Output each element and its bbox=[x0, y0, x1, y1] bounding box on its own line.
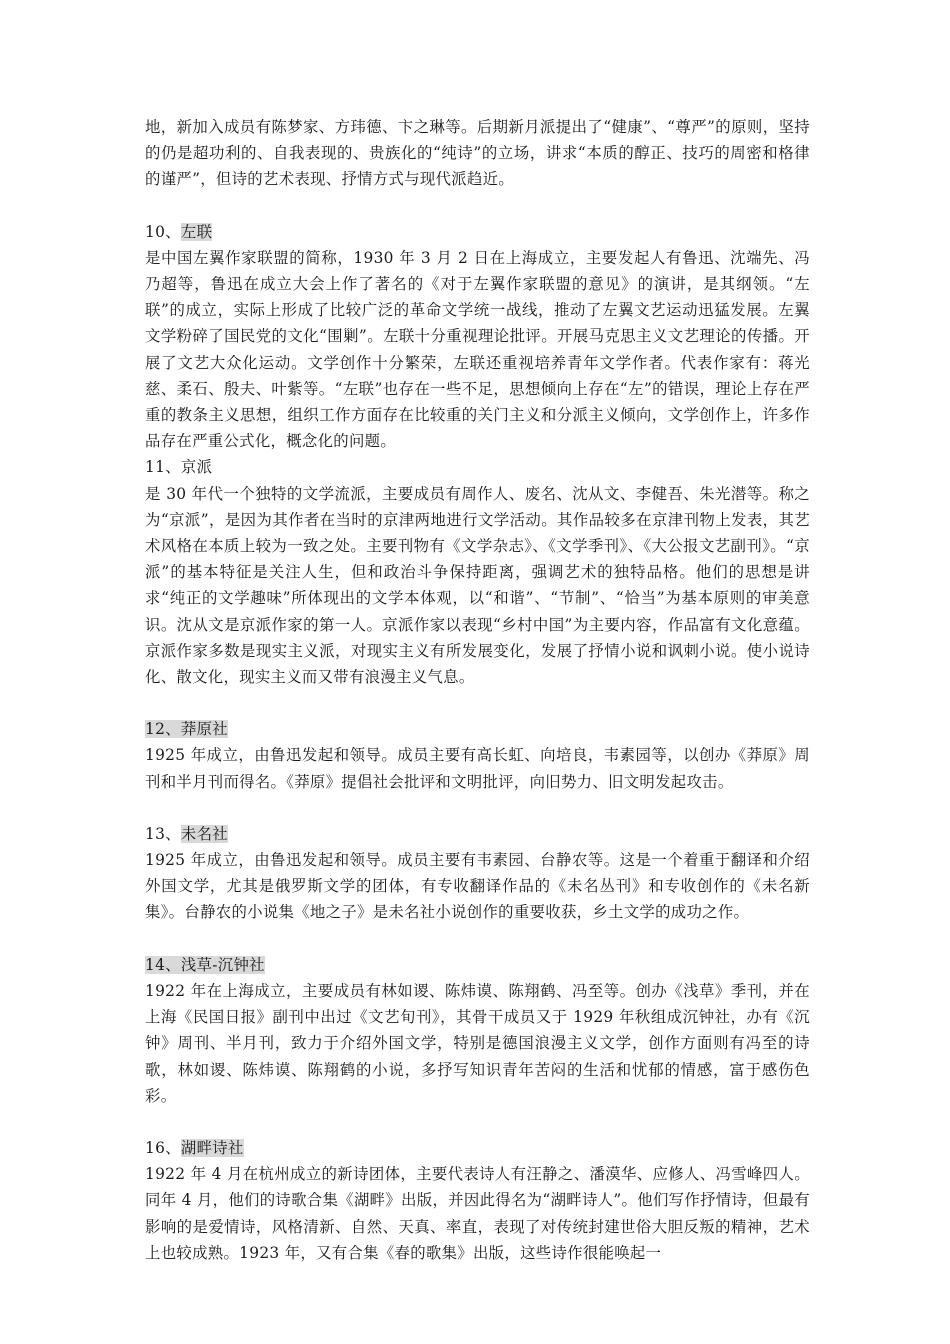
section-body-14: 1922 年在上海成立，主要成员有林如谡、陈炜谟、陈翔鹤、冯至等。创办《浅草》季刊，并在上海《民国日报》副刊中出过《文艺旬刊》，其骨干成员又于 1929 年秋组成沉钟社，办有《沉钟》周刊、半月刊，致力于介绍外国文学，特别是德国浪漫主义文学，创作方面则有冯至的诗歌，林如谡、陈炜谟、陈翔鹤的小说，多抒写知识青年苦闷的生活和忧郁的情感，富于感伤色彩。 bbox=[145, 981, 810, 1105]
spacer bbox=[145, 193, 810, 219]
section-number: 16、 bbox=[145, 1138, 181, 1157]
section-heading-11 bbox=[145, 454, 810, 480]
section-body-16: 1922 年 4 月在杭州成立的新诗团体，主要代表诗人有汪静之、潘漠华、应修人、冯雪峰四人。同年 4 月，他们的诗歌合集《湖畔》出版，并因此得名为“湖畔诗人”。他们写作抒情诗，但最有影响的是爱情诗，风格清新、自然、天真、率直，表现了对传统封建世俗大胆反叛的精神，艺术上也较成熟。1923 年，又有合集《春的歌集》出版，这些诗作很能唤起一 bbox=[145, 1165, 810, 1262]
section-heading-14 bbox=[145, 952, 810, 978]
spacer bbox=[145, 795, 810, 821]
section-title: 左联 bbox=[180, 222, 213, 241]
section-heading-16 bbox=[145, 1135, 810, 1161]
spacer bbox=[145, 690, 810, 716]
section-title: 未名社 bbox=[180, 824, 228, 843]
section-title: 浅草-沉钟社 bbox=[180, 955, 265, 974]
section-title: 京派 bbox=[180, 458, 213, 477]
section-title: 湖畔诗社 bbox=[180, 1138, 244, 1157]
section-number: 13、 bbox=[145, 824, 181, 843]
section-body-11: 是 30 年代一个独特的文学流派，主要成员有周作人、废名、沈从文、李健吾、朱光潜等。称之为“京派”，是因为其作者在当时的京津两地进行文学活动。其作品较多在京津刊物上发表，其艺术风格在本质上较为一致之处。主要刊物有《文学杂志》、《文学季刊》、《大公报文艺副刊》。“京派”的基本特征是关注人生，但和政治斗争保持距离，强调艺术的独特品格。他们的思想是讲求“纯正的文学趣味”所体现出的文学本体观，以“和谐”、“节制”、“恰当”为基本原则的审美意识。沈从文是京派作家的第一人。京派作家以表现“乡村中国”为主要内容，作品富有文化意蕴。京派作家多数是现实主义派，对现实主义有所发展变化，发展了抒情小说和讽刺小说。使小说诗化、散文化，现实主义而又带有浪漫主义气息。 bbox=[145, 484, 810, 687]
section-title: 莽原社 bbox=[180, 720, 228, 739]
section-heading-13 bbox=[145, 821, 810, 847]
section-number: 12、 bbox=[145, 720, 181, 739]
spacer bbox=[145, 1109, 810, 1135]
section-body-12: 1925 年成立，由鲁迅发起和领导。成员主要有高长虹、向培良，韦素园等，以创办《莽原》周刊和半月刊而得名。《莽原》提倡社会批评和文明批评，向旧势力、旧文明发起攻击。 bbox=[145, 746, 810, 791]
section-heading-12 bbox=[145, 716, 810, 742]
spacer bbox=[145, 926, 810, 952]
section-number: 11、 bbox=[145, 458, 181, 477]
section-body-10: 是中国左翼作家联盟的简称，1930 年 3 月 2 日在上海成立，主要发起人有鲁迅、沈端先、冯乃超等，鲁迅在成立大会上作了著名的《对于左翼作家联盟的意见》的演讲，是其纲领。“左联”的成立，实际上形成了比较广泛的革命文学统一战线，推动了左翼文艺运动迅猛发展。左翼文学粉碎了国民党的文化“围剿”。左联十分重视理论批评。开展马克思主义文艺理论的传播。开展了文艺大众化运动。文学创作十分繁荣，左联还重视培养青年文学作者。代表作家有：蒋光慈、柔石、殷夫、叶紫等。“左联”也存在一些不足，思想倾向上存在“左”的错误，理论上存在严重的教条主义思想，组织工作方面存在比较重的关门主义和分派主义倾向，文学创作上，许多作品存在严重公式化，概念化的问题。 bbox=[145, 248, 810, 451]
intro-paragraph: 地，新加入成员有陈梦家、方玮德、卞之琳等。后期新月派提出了“健康”、“尊严”的原则，坚持的仍是超功利的、自我表现的、贵族化的“纯诗”的立场，讲求“本质的醇正、技巧的周密和格律的谨严”，但诗的艺术表现、抒情方式与现代派趋近。 bbox=[145, 118, 810, 189]
section-number: 14、 bbox=[145, 955, 181, 974]
document-page bbox=[145, 114, 810, 1266]
section-number: 10、 bbox=[145, 222, 181, 241]
section-heading-10 bbox=[145, 219, 810, 245]
section-body-13: 1925 年成立，由鲁迅发起和领导。成员主要有韦素园、台静农等。这是一个着重于翻译和介绍外国文学，尤其是俄罗斯文学的团体，有专收翻译作品的《未名丛刊》和专收创作的《未名新集》。台静农的小说集《地之子》是未名社小说创作的重要收获，乡土文学的成功之作。 bbox=[145, 851, 810, 922]
